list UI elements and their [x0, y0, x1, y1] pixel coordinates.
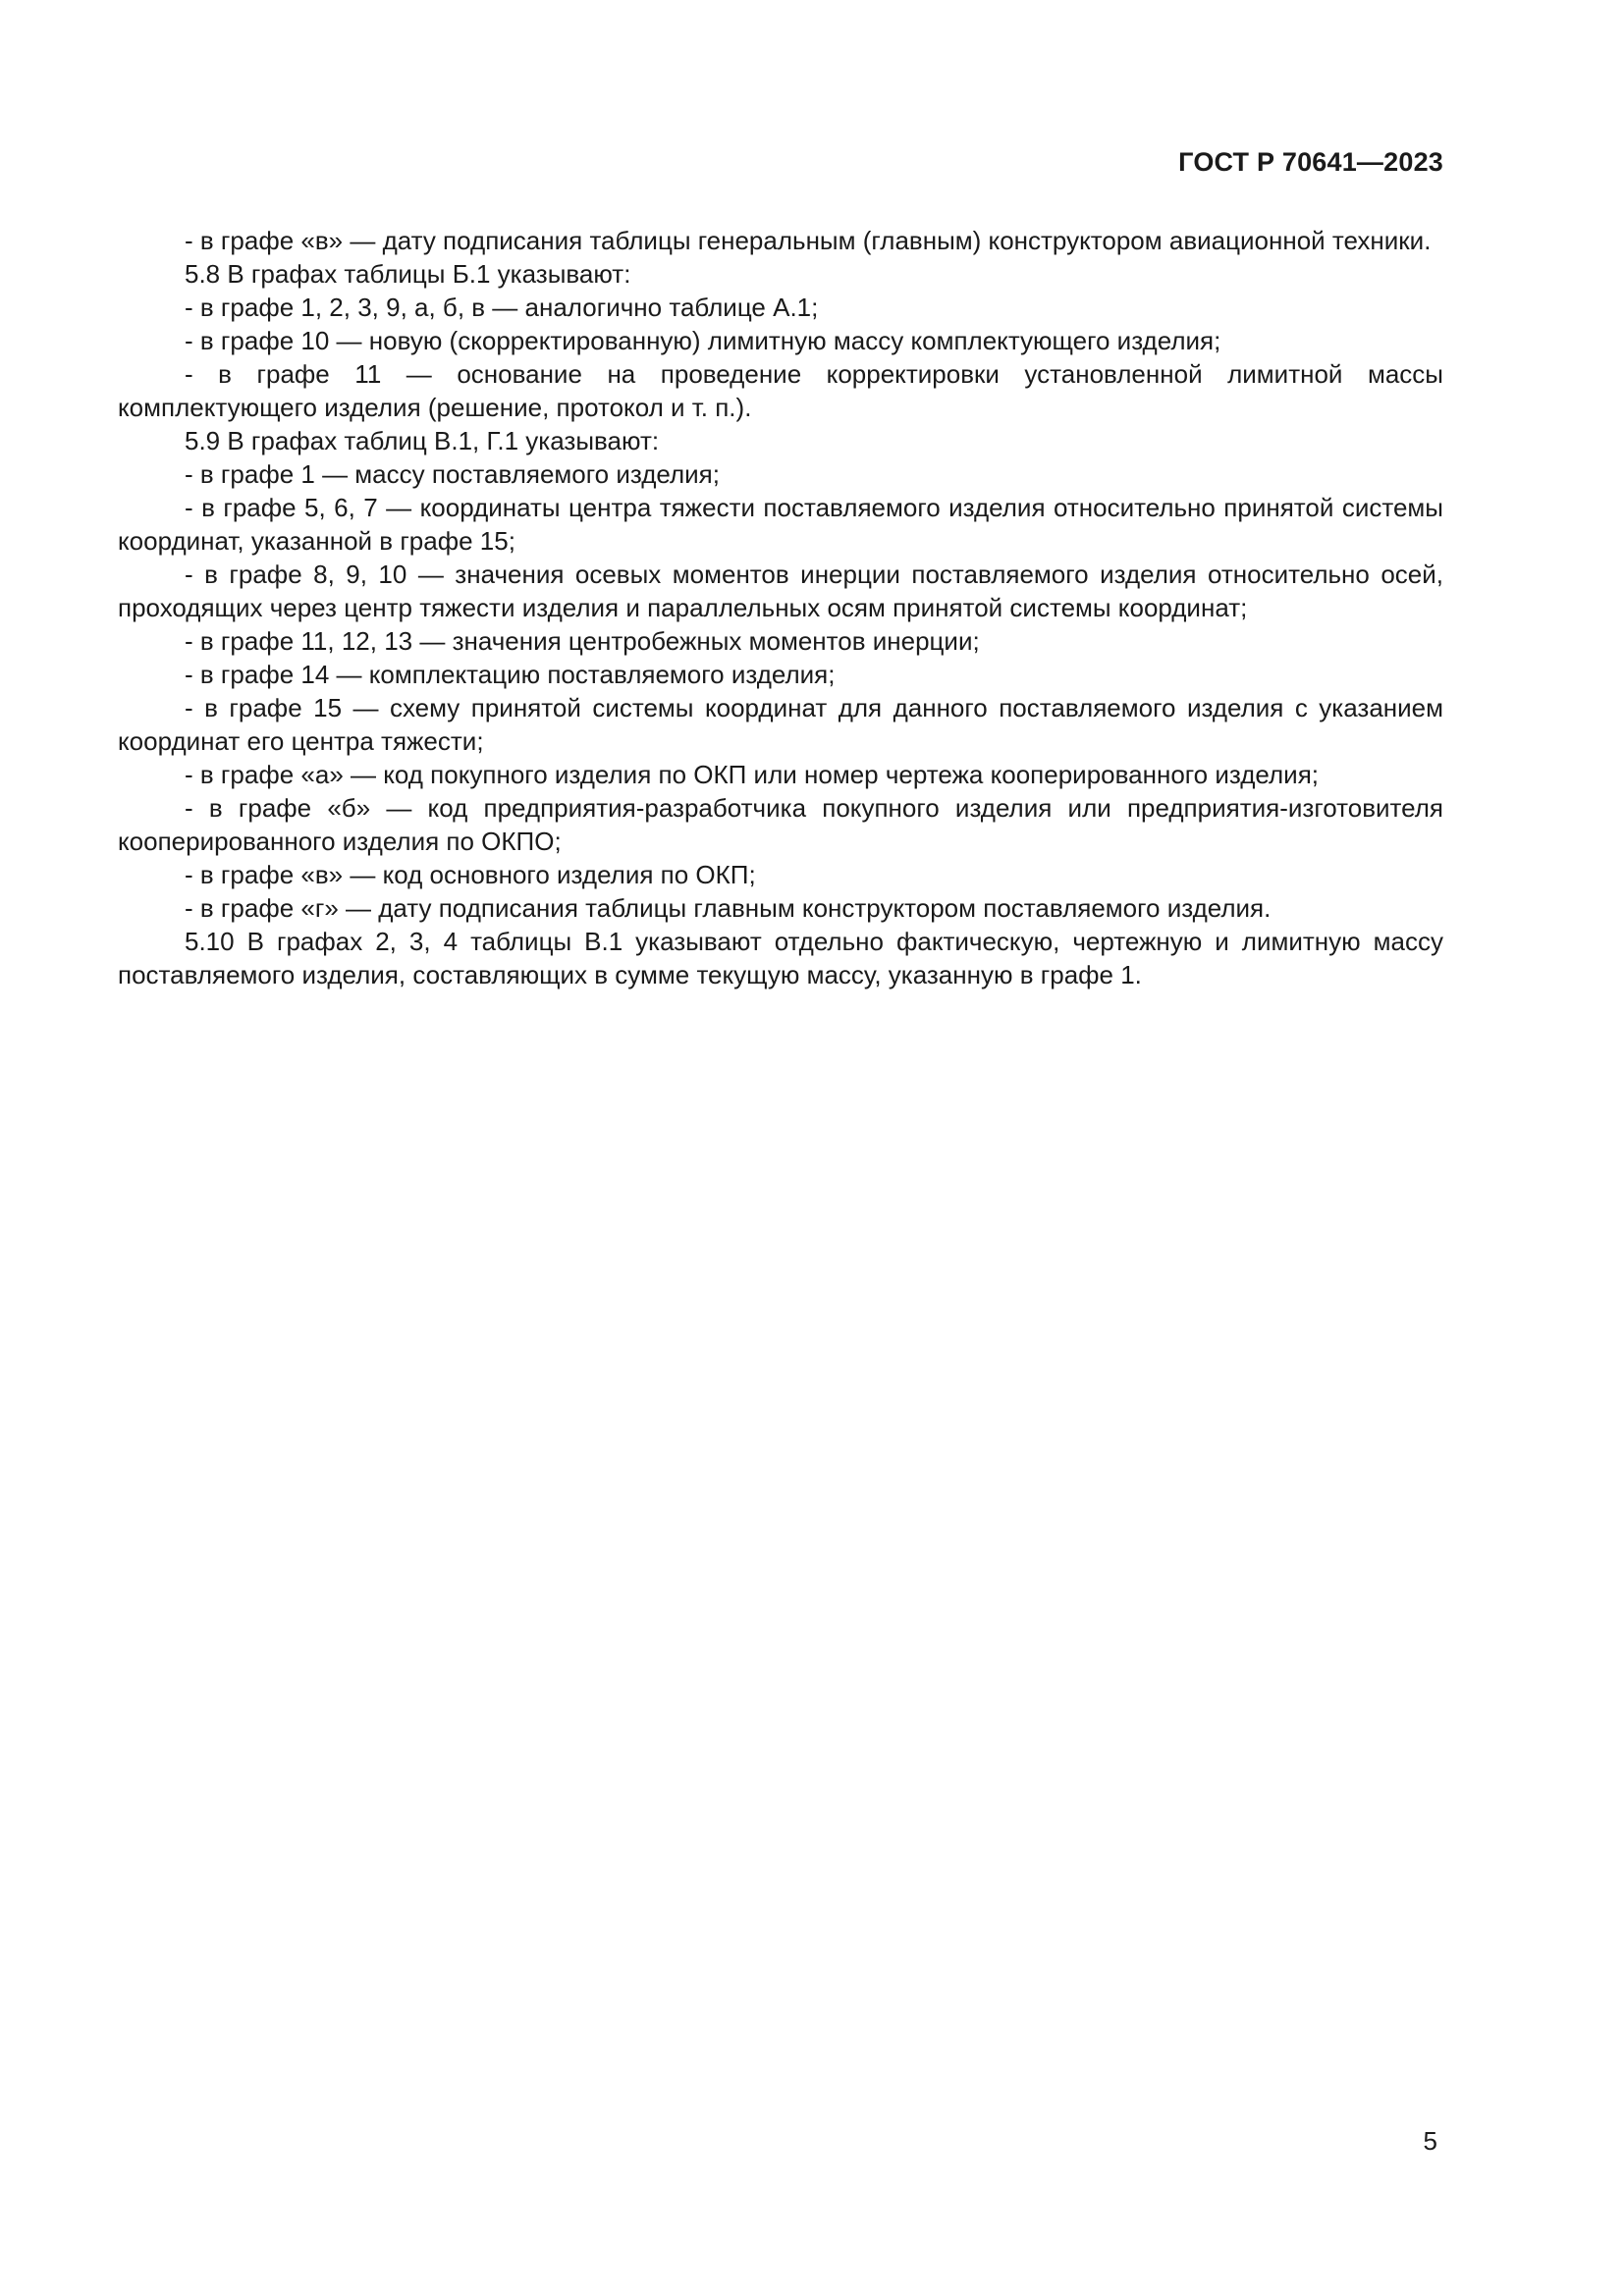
list-item: - в графе 14 — комплектацию поставляемого изделия; — [185, 660, 836, 689]
document-header: ГОСТ Р 70641—2023 — [1178, 147, 1443, 177]
section-heading-5-9: 5.9 В графах таблиц В.1, Г.1 указывают: — [185, 426, 660, 455]
list-item: - в графе 11, 12, 13 — значения центробежных моментов инерции; — [185, 626, 980, 656]
section-paragraph-5-10: 5.10 В графах 2, 3, 4 таблицы В.1 указывают отдельно фактическую, чертежную и лимитную массу поставляемого изделия, составляющих в сумме текущую массу, указанную в графе 1. — [118, 927, 1443, 989]
list-item: - в графе 15 — схему принятой системы координат для данного поставляемого изделия с указанием координат его центра тяжести; — [118, 693, 1443, 756]
list-item: - в графе «в» — код основного изделия по ОКП; — [185, 860, 756, 889]
list-item: - в графе 11 — основание на проведение корректировки установленной лимитной массы комплектующего изделия (решение, протокол и т. п.). — [118, 359, 1443, 422]
section-heading-5-8: 5.8 В графах таблицы Б.1 указывают: — [185, 259, 631, 289]
list-item: - в графе 1 — массу поставляемого изделия; — [185, 459, 720, 489]
document-body — [118, 224, 1443, 991]
list-item: - в графе «б» — код предприятия-разработчика покупного изделия или предприятия-изготовителя кооперированного изделия по ОКПО; — [118, 793, 1443, 856]
list-item: - в графе 1, 2, 3, 9, а, б, в — аналогично таблице А.1; — [185, 293, 819, 322]
page-number: 5 — [1423, 2126, 1437, 2156]
list-item: - в графе «а» — код покупного изделия по ОКП или номер чертежа кооперированного изделия; — [185, 760, 1320, 789]
list-item: - в графе «г» — дату подписания таблицы главным конструктором поставляемого изделия. — [185, 893, 1272, 923]
list-item: - в графе 10 — новую (скорректированную) лимитную массу комплектующего изделия; — [185, 326, 1221, 355]
list-item: - в графе 8, 9, 10 — значения осевых моментов инерции поставляемого изделия относительно осей, проходящих через центр тяжести изделия и параллельных осям принятой системы координат; — [118, 560, 1443, 622]
list-item: - в графе 5, 6, 7 — координаты центра тяжести поставляемого изделия относительно принятой системы координат, указанной в графе 15; — [118, 493, 1443, 556]
paragraph: - в графе «в» — дату подписания таблицы генеральным (главным) конструктором авиационной техники. — [185, 226, 1432, 255]
